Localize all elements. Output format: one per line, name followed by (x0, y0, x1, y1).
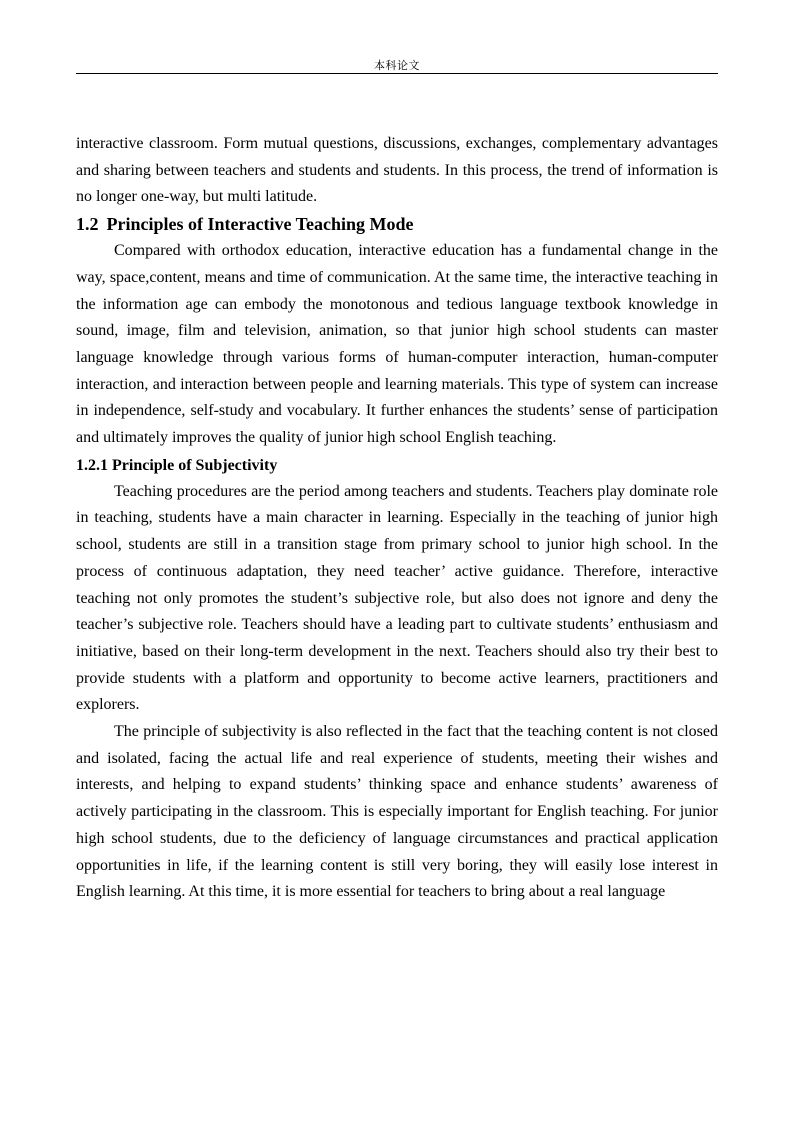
paragraph-teaching-procedures: Teaching procedures are the period among teachers and students. Teachers play dominate role in teaching, students have a main character in learning. Especially in the teaching of junior high school, students are still in a transition stage from primary school to junior high school. In the process of continuous adaptation, they need teacher’ active guidance. Therefore, interactive teaching not only promotes the student’s subjective role, but also does not ignore and deny the teacher’s subjective role. Teachers should have a leading part to cultivate students’ enthusiasm and initiative, based on their long-term development in the next. Teachers should also try their best to provide students with a platform and opportunity to become active learners, practitioners and explorers. (76, 482, 718, 714)
section-heading-1-2 (76, 211, 718, 238)
paragraph-subjectivity-principle: The principle of subjectivity is also reflected in the fact that the teaching content is not closed and isolated, facing the actual life and real experience of students, meeting their wishes and interests, and helping to expand students’ thinking space and enhance students’ awareness of actively participating in the classroom. This is especially important for English teaching. For junior high school students, due to the deficiency of language circumstances and practical application opportunities in life, if the learning content is still very boring, they will easily lose interest in English learning. At this time, it is more essential for teachers to bring about a real language (76, 723, 718, 901)
section-number: 1.2 (76, 214, 99, 235)
paragraph-comparison: Compared with orthodox education, interactive education has a fundamental change in the way, space,content, means and time of communication. At the same time, the interactive teaching in the information age can embody the monotonous and tedious language textbook knowledge in sound, image, film and television, animation, so that junior high school students can master language knowledge through various forms of human-computer interaction, human-computer interaction, and interaction between people and learning materials. This type of system can increase in independence, self-study and vocabulary. It further enhances the students’ sense of participation and ultimately improves the quality of junior high school English teaching. (76, 242, 718, 447)
paragraph-continuation: interactive classroom. Form mutual questions, discussions, exchanges, complementary advantages and sharing between teachers and students and students. In this process, the trend of information is no longer one-way, but multi latitude. (76, 135, 718, 206)
header-text: 本科论文 (374, 59, 420, 72)
section-title: Principles of Interactive Teaching Mode (106, 214, 414, 235)
document-body (76, 131, 718, 906)
running-header (76, 56, 718, 74)
subsection-heading-1-2-1: 1.2.1 Principle of Subjectivity (76, 456, 278, 474)
